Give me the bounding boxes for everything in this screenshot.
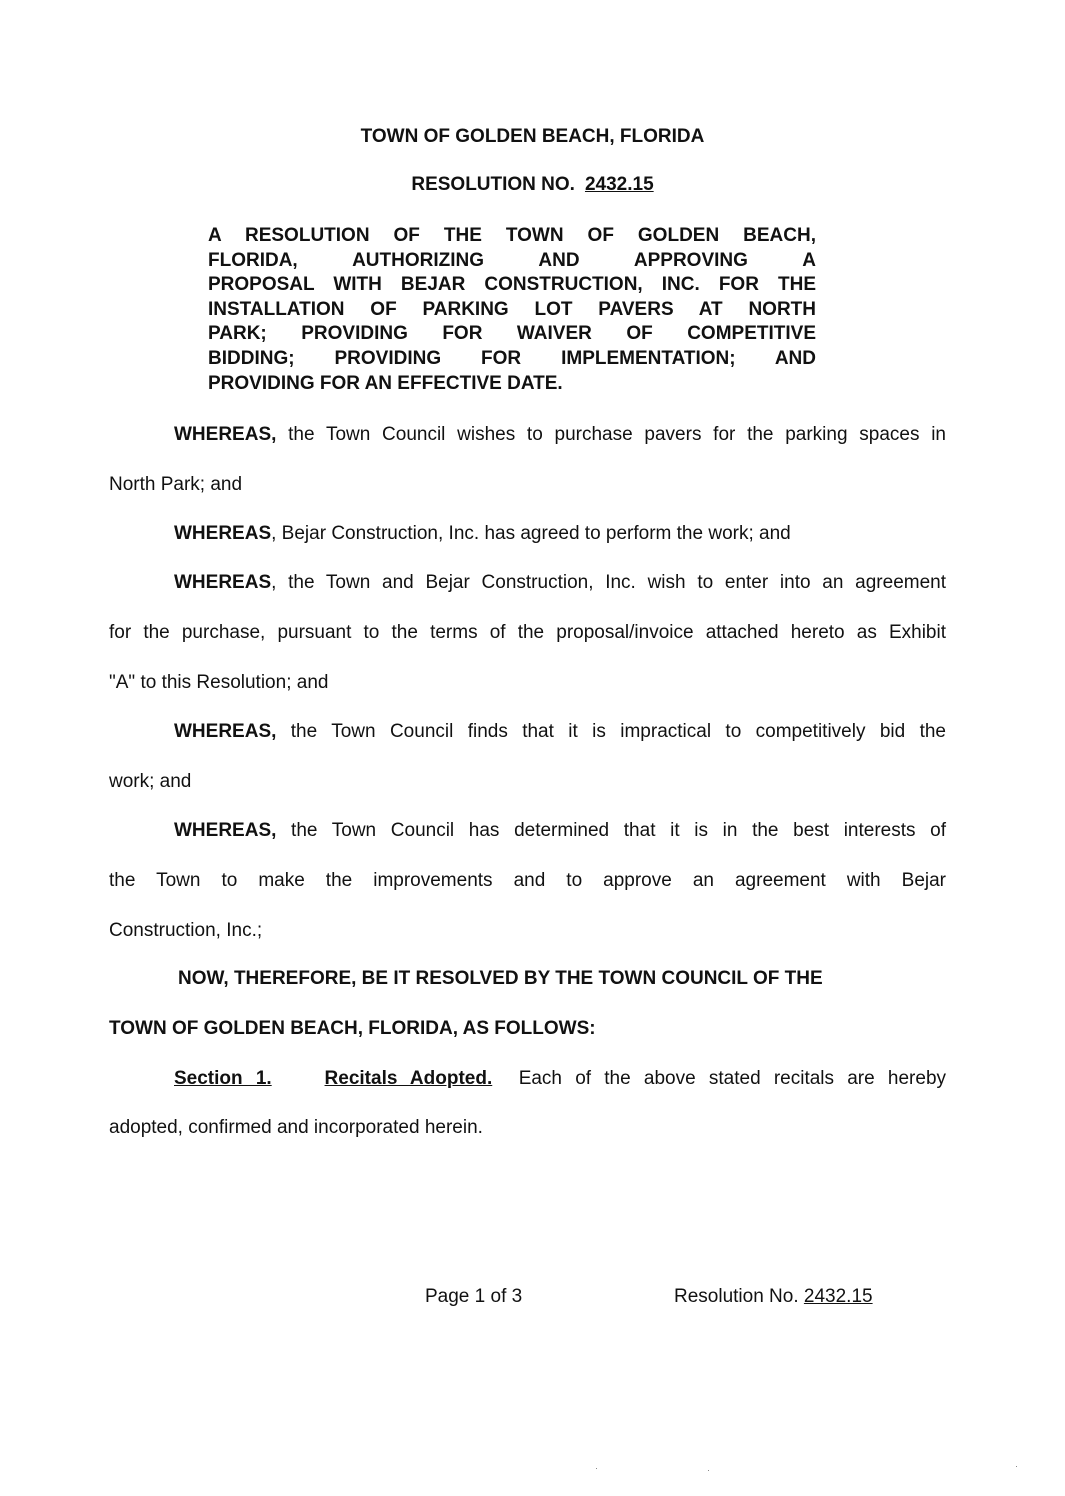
caption-line: BIDDING; PROVIDING FOR IMPLEMENTATION; AND: [208, 347, 816, 369]
resolution-number: 2432.15: [584, 174, 654, 195]
section-1: [174, 1068, 946, 1090]
recital-4-continuation: work; and: [109, 771, 192, 792]
resolved-clause-line-1: NOW, THEREFORE, BE IT RESOLVED BY THE TOWN COUNCIL OF THE: [178, 968, 823, 989]
recital-1: [174, 424, 946, 446]
recital-keyword: WHEREAS: [174, 572, 272, 593]
document-title: TOWN OF GOLDEN BEACH, FLORIDA: [360, 126, 705, 147]
recital-2: [174, 523, 946, 545]
recital-4: [174, 721, 946, 743]
recital-1-continuation: North Park; and: [109, 474, 243, 495]
caption-line: PROVIDING FOR AN EFFECTIVE DATE.: [208, 372, 563, 394]
recital-text: , Bejar Construction, Inc. has agreed to perform the work; and: [271, 523, 791, 544]
footer-resolution: [674, 1286, 873, 1308]
recital-5-continuation: the Town to make the improvements and to approve an agreement with Bejar: [109, 870, 946, 891]
recital-3-continuation: for the purchase, pursuant to the terms of the proposal/invoice attached hereto as Exhibit: [109, 622, 946, 643]
caption-line: PARK; PROVIDING FOR WAIVER OF COMPETITIVE: [208, 323, 816, 345]
section-1-continuation: adopted, confirmed and incorporated herein.: [109, 1117, 483, 1138]
section-text: Each of the above stated recitals are hereby: [518, 1068, 947, 1089]
page-indicator: Page 1 of 3: [425, 1286, 523, 1307]
recital-keyword: WHEREAS,: [174, 424, 277, 445]
section-number: Section 1.: [174, 1068, 272, 1089]
caption-line: INSTALLATION OF PARKING LOT PAVERS AT NORTH: [208, 298, 816, 320]
recital-text: the Town Council wishes to purchase pavers for the parking spaces in: [276, 424, 946, 445]
recital-3: [174, 572, 946, 594]
resolution-heading: [0, 174, 1065, 196]
resolution-label: RESOLUTION NO.: [411, 174, 575, 195]
recital-5-continuation: Construction, Inc.;: [109, 920, 263, 941]
scan-speck: [596, 1468, 597, 1469]
resolution-caption: [208, 224, 816, 396]
caption-line: FLORIDA, AUTHORIZING AND APPROVING A: [208, 249, 816, 271]
section-heading: Recitals Adopted.: [324, 1068, 493, 1089]
resolved-clause-line-2: TOWN OF GOLDEN BEACH, FLORIDA, AS FOLLOWS:: [109, 1018, 596, 1039]
footer-resolution-number: 2432.15: [803, 1286, 873, 1307]
recital-3-continuation: "A" to this Resolution; and: [109, 672, 329, 693]
recital-keyword: WHEREAS,: [174, 721, 277, 742]
scan-speck: [708, 1470, 709, 1471]
recital-keyword: WHEREAS: [174, 523, 272, 544]
recital-keyword: WHEREAS,: [174, 820, 277, 841]
scan-speck: [1016, 1466, 1017, 1467]
caption-line: A RESOLUTION OF THE TOWN OF GOLDEN BEACH,: [208, 225, 816, 246]
recital-5: [174, 820, 946, 842]
caption-line: PROPOSAL WITH BEJAR CONSTRUCTION, INC. FOR THE: [208, 274, 816, 296]
recital-text: the Town Council finds that it is impractical to competitively bid the: [276, 721, 946, 742]
footer-resolution-label: Resolution No.: [674, 1286, 799, 1307]
recital-text: , the Town and Bejar Construction, Inc. wish to enter into an agreement: [271, 572, 946, 593]
recital-text: the Town Council has determined that it is in the best interests of: [276, 820, 946, 841]
